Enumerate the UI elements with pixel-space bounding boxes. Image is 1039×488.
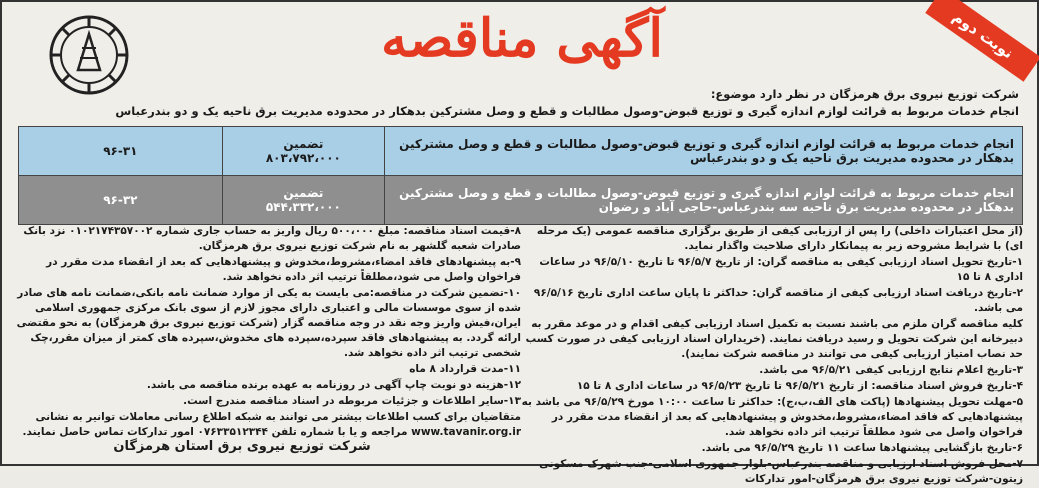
page-title: آگهی مناقصه: [381, 8, 663, 69]
intro-text: [99, 86, 1019, 120]
intro-line: انجام خدمات مربوط به قرائت لوازم اندازه گیری و توزیع قبوض-وصول مطالبات و قطع و وصل مشترکین بدهکار در محدوده مدیریت برق ناحیه یک و دو بندرعباس: [115, 104, 1019, 118]
table-row: [19, 127, 1023, 176]
condition-item: ۵-مهلت تحویل پیشنهادها (پاکت های الف،ب،ج): حداکثر تا ساعت ۱۰:۰۰ مورخ ۹۶/۵/۲۹ می باشد به پیشنهادهایی که فاقد امضاء،مشروط،مخدوش و پیشنهادهایی که بعد از انقضاء مدت مقرر در فراخوان واصل می شود مطلقاً ترتیب اثر داده نخواهد شد.: [521, 396, 1023, 438]
row-description: انجام خدمات مربوط به قرائت لوازم اندازه گیری و توزیع قبوض-وصول مطالبات و قطع و وصل مشترکین بدهکار در محدوده مدیریت برق ناحیه یک و دو بندرعباس: [385, 127, 1023, 176]
guarantee-amount: ۵۴۴،۳۳۲،۰۰۰: [265, 200, 341, 214]
condition-item: ۶-تاریخ بازگشایی پیشنهادها ساعت ۱۱ تاریخ ۹۶/۵/۲۹ می باشد.: [701, 442, 1023, 454]
tender-table: [18, 126, 1023, 225]
condition-item: ۳-تاریخ اعلام نتایج ارزیابی کیفی ۹۶/۵/۲۱ می باشد.: [759, 364, 1023, 376]
condition-item: ۱۲-هزینه دو نوبت چاپ آگهی در روزنامه به عهده برنده مناقصه می باشد.: [146, 379, 521, 391]
conditions-left-column: [16, 224, 521, 441]
condition-item: ۸-قیمت اسناد مناقصه: مبلغ ۵۰۰،۰۰۰ ریال واریز به حساب جاری شماره ۰۱۰۲۱۷۴۳۵۷۰۰۲ نزد بانک صادرات شعبه گلشهر به نام شرکت توزیع نیروی برق هرمزگان.: [23, 225, 521, 252]
row-guarantee: [222, 127, 384, 176]
condition-item: ۴-تاریخ فروش اسناد مناقصه: از تاریخ ۹۶/۵/۲۱ تا تاریخ ۹۶/۵/۲۳ در ساعات اداری ۸ تا ۱۵: [576, 380, 1023, 392]
guarantee-label: تضمین: [283, 186, 324, 200]
guarantee-amount: ۸۰۳،۷۹۲،۰۰۰: [265, 151, 341, 165]
condition-item: ۲-تاریخ دریافت اسناد ارزیابی کیفی از مناقصه گران: حداکثر تا پایان ساعت اداری تاریخ ۹۶/۵/۱۶ می باشد.: [533, 287, 1023, 314]
table-row: [19, 176, 1023, 225]
condition-item: متقاضیان برای کسب اطلاعات بیشتر می توانند به شبکه اطلاع رسانی معاملات توانیر به نشانی www.tavanir.org.ir مراجعه و یا با شماره تلفن ۰۷۶۳۳۵۱۲۳۴۴ امور تدارکات تماس حاصل نمایند.: [22, 411, 521, 438]
condition-item: ۹-به پیشنهادهای فاقد امضاء،مشروط،مخدوش و پیشنهادهایی که بعد از انقضاء مدت مقرر در فراخوان واصل می شود،مطلقاً ترتیب اثر داده نخواهد شد.: [46, 256, 521, 283]
condition-item: ۷-محل فروش اسناد ارزیابی و مناقصه بندرعباس-بلوار جمهوری اسلامی-جنب شهرک مسکونی زیتون-شرکت توزیع نیروی برق هرمزگان-امور تدارکات: [539, 458, 1023, 485]
intro-line: شرکت توزیع نیروی برق هرمزگان در نظر دارد موضوع:: [710, 87, 1019, 101]
guarantee-label: تضمین: [283, 137, 324, 151]
row-guarantee: [222, 176, 384, 225]
conditions-right-column: [518, 224, 1023, 488]
condition-item: کلیه مناقصه گران ملزم می باشند نسبت به تکمیل اسناد ارزیابی کیفی اقدام و در موعد مقرر به دبیرخانه این شرکت تحویل و رسید دریافت نمایند. (خریداران اسناد ارزیابی کیفی در صورت کسب حد نصاب امتیاز ارزیابی کیفی می توانند در مناقصه شرکت نمایند).: [525, 318, 1023, 360]
condition-item: ۱۳-سایر اطلاعات و جزئیات مربوطه در اسناد مناقصه مندرج است.: [183, 395, 521, 407]
row-tender-number: ۹۶-۳۲: [19, 176, 223, 225]
footer-company-name: شرکت توزیع نیروی برق استان هرمزگان: [113, 439, 371, 454]
row-description: انجام خدمات مربوط به قرائت لوازم اندازه گیری و توزیع قبوض-وصول مطالبات و قطع و وصل مشترکین بدهکار در محدوده مدیریت برق ناحیه سه بندرعباس-حاجی آباد و رضوان: [385, 176, 1023, 225]
condition-item: ۱۱-مدت قرارداد ۸ ماه: [409, 363, 521, 375]
condition-item: ۱-تاریخ تحویل اسناد ارزیابی کیفی به مناقصه گران: از تاریخ ۹۶/۵/۷ تا تاریخ ۹۶/۵/۱۰ در ساعات اداری ۸ تا ۱۵: [539, 256, 1023, 283]
badge-second-print: نوبت دوم: [925, 0, 1039, 82]
row-tender-number: ۹۶-۳۱: [19, 127, 223, 176]
condition-item: (از محل اعتبارات داخلی) را پس از ارزیابی کیفی از طریق برگزاری مناقصه عمومی (یک مرحله ای) با شرایط مشروحه زیر به پیمانکار دارای صلاحیت واگذار نماید.: [536, 225, 1023, 252]
tavanir-logo-icon: [48, 14, 130, 96]
condition-item: ۱۰-تضمین شرکت در مناقصه:می بایست به یکی از موارد ضمانت نامه بانکی،ضمانت نامه های صادر شده از سوی موسسات مالی و اعتباری دارای مجوز لازم از سوی بانک مرکزی جمهوری اسلامی ایران،فیش واریز وجه نقد در وجه مناقصه گزار (شرکت توزیع نیروی برق هرمزگان) به نحو مقتضی ارائه گردد. به پیشنهادهای فاقد سپرده،سپرده های مخدوش،سپرده های کمتر از میزان مقرر،چک شخصی ترتیب اثر داده نخواهد شد.: [16, 287, 521, 359]
